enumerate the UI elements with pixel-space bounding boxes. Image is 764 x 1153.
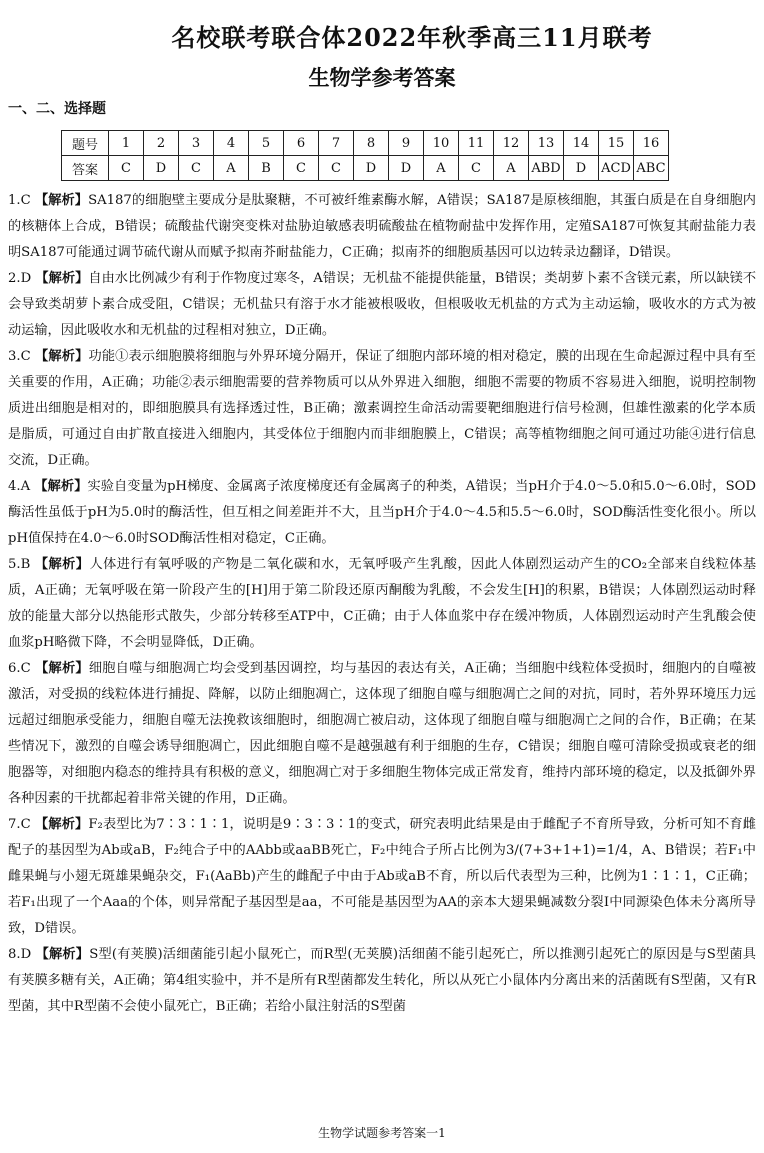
item-number: 7.C <box>8 817 31 832</box>
item-tag: 【解析】 <box>35 661 89 676</box>
answer-cell: D <box>564 156 599 181</box>
item-number: 1.C <box>8 193 31 208</box>
item-tag: 【解析】 <box>35 271 89 286</box>
item-text: 功能①表示细胞膜将细胞与外界环境分隔开，保证了细胞内部环境的相对稳定，膜的出现在生命起源过程中具有至关重要的作用，A正确；功能②表示细胞需要的营养物质可以从外界进入细胞，细胞不需要的物质不容易进入细胞，说明控制物质进出细胞是相对的，即细胞膜具有选择透过性，B正确；激素调控生命活动需要靶细胞进行信号检测，但雄性激素的化学本质是脂质，可通过自由扩散直接进入细胞内，其受体位于细胞内而非细胞膜上，C错误；高等植物细胞之间可通过功能④进行信息交流，D正确。 <box>8 349 756 468</box>
question-number-cell: 6 <box>284 131 319 156</box>
item-number: 8.D <box>8 947 32 962</box>
item-number: 6.C <box>8 661 31 676</box>
question-number-cell: 15 <box>599 131 634 156</box>
answer-cell: B <box>249 156 284 181</box>
item-number: 5.B <box>8 557 31 572</box>
question-number-cell: 10 <box>424 131 459 156</box>
item-text: 细胞自噬与细胞凋亡均会受到基因调控，均与基因的表达有关，A正确；当细胞中线粒体受损时，细胞内的自噬被激活，对受损的线粒体进行捕捉、降解，以防止细胞凋亡，这体现了细胞自噬与细胞凋亡之间的对抗，同时，若外界环境压力远远超过细胞承受能力，细胞自噬无法挽救该细胞时，细胞凋亡被启动，这体现了细胞自噬与细胞凋亡之间的合作，B正确；在某些情况下，激烈的自噬会诱导细胞凋亡，因此细胞自噬不是越强越有利于细胞的生存，C错误；细胞自噬可清除受损或衰老的细胞器等，对细胞内稳态的维持具有积极的意义，细胞凋亡对于多细胞生物体完成正常发育，维持内部环境的稳定，以及抵御外界各种因素的干扰都起着非常关键的作用，D正确。 <box>8 661 756 806</box>
answer-cell: C <box>459 156 494 181</box>
item-text: F₂表型比为7∶3∶1∶1，说明是9∶3∶3∶1的变式，研究表明此结果是由于雌配子不育所导致，分析可知不育雌配子的基因型为Ab或aB，F₂纯合子中的AAbb或aaBB死亡，F₂中纯合子所占比例为3/(7+3+1+1)=1/4，A、B错误；若F₁中雌果蝇与小翅无斑雄果蝇杂交，F₁(AaBb)产生的雌配子中由于Ab或aB不育，所以后代表型为三种，比例为1∶1∶1，C正确；若F₁出现了一个Aaa的个体，则异常配子基因型是aa，不可能是基因型为AA的亲本大翅果蝇减数分裂Ⅰ中同源染色体未分离所导致，D错误。 <box>8 817 756 936</box>
row-label: 题号 <box>62 131 109 156</box>
question-number-cell: 5 <box>249 131 284 156</box>
answer-cell: D <box>354 156 389 181</box>
question-number-cell: 14 <box>564 131 599 156</box>
question-number-cell: 12 <box>494 131 529 156</box>
explanations-list <box>8 188 756 1020</box>
list-item <box>8 942 756 1020</box>
question-number-cell: 11 <box>459 131 494 156</box>
item-tag: 【解析】 <box>35 349 89 364</box>
list-item <box>8 552 756 656</box>
list-item <box>8 812 756 942</box>
question-number-cell: 2 <box>144 131 179 156</box>
question-number-cell: 4 <box>214 131 249 156</box>
answer-cell: A <box>494 156 529 181</box>
item-number: 3.C <box>8 349 31 364</box>
list-item <box>8 474 756 552</box>
answer-cell: ABC <box>634 156 669 181</box>
answer-cell: C <box>284 156 319 181</box>
answer-cell: C <box>109 156 144 181</box>
question-number-cell: 13 <box>529 131 564 156</box>
question-number-cell: 9 <box>389 131 424 156</box>
question-number-cell: 1 <box>109 131 144 156</box>
item-text: S型(有荚膜)活细菌能引起小鼠死亡，而R型(无荚膜)活细菌不能引起死亡，所以推测引起死亡的原因是与S型菌具有荚膜多糖有关，A正确；第4组实验中，并不是所有R型菌都发生转化，所以从死亡小鼠体内分离出来的活菌既有S型菌，又有R型菌，其中R型菌不会使小鼠死亡，B正确；若给小鼠注射活的S型菌 <box>8 947 756 1014</box>
answer-cell: C <box>179 156 214 181</box>
item-text: 实验自变量为pH梯度、金属离子浓度梯度还有金属离子的种类，A错误；当pH介于4.0～5.0和5.0～6.0时，SOD酶活性虽低于pH为5.0时的酶活性，但互相之间差距并不大，且当pH介于4.0～4.5和5.5～6.0时，SOD酶活性变化很小。所以pH值保持在4.0～6.0时SOD酶活性相对稳定，C正确。 <box>8 479 756 546</box>
item-tag: 【解析】 <box>34 557 90 572</box>
page-footer: 生物学试题参考答案一1 <box>318 1126 446 1140</box>
list-item <box>8 344 756 474</box>
item-tag: 【解析】 <box>34 193 89 208</box>
item-tag: 【解析】 <box>35 817 89 832</box>
question-number-cell: 16 <box>634 131 669 156</box>
item-text: 人体进行有氧呼吸的产物是二氧化碳和水，无氧呼吸产生乳酸，因此人体剧烈运动产生的CO₂全部来自线粒体基质，A正确；无氧呼吸在第一阶段产生的[H]用于第二阶段还原丙酮酸为乳酸，不会发生[H]的积累，B错误；人体剧烈运动时释放的能量大部分以热能形式散失，少部分转移至ATP中，C正确；由于人体血浆中存在缓冲物质，人体剧烈运动时产生乳酸会使血浆pH略微下降，不会明显降低，D正确。 <box>8 557 757 650</box>
answer-table-answer-row <box>62 156 669 181</box>
answer-cell: ABD <box>529 156 564 181</box>
answer-table <box>61 130 669 181</box>
answer-table-number-row <box>62 131 669 156</box>
answer-cell: ACD <box>599 156 634 181</box>
answer-cell: A <box>424 156 459 181</box>
answer-cell: A <box>214 156 249 181</box>
item-number: 2.D <box>8 271 32 286</box>
question-number-cell: 3 <box>179 131 214 156</box>
item-tag: 【解析】 <box>34 479 88 494</box>
item-tag: 【解析】 <box>35 947 90 962</box>
answer-cell: D <box>389 156 424 181</box>
question-number-cell: 7 <box>319 131 354 156</box>
list-item <box>8 656 756 812</box>
list-item <box>8 188 756 266</box>
item-number: 4.A <box>8 479 31 494</box>
answer-cell: C <box>319 156 354 181</box>
list-item <box>8 266 756 344</box>
item-text: SA187的细胞壁主要成分是肽聚糖，不可被纤维素酶水解，A错误；SA187是原核细胞，其蛋白质是在自身细胞内的核糖体上合成，B错误；硫酸盐代谢突变株对盐胁迫敏感表明硫酸盐在植物耐盐中发挥作用，定殖SA187可恢复其耐盐能力表明SA187可能通过调节硫代谢从而赋予拟南芥耐盐能力，C正确；拟南芥的细胞质基因可以边转录边翻译，D错误。 <box>8 193 756 260</box>
answer-cell: D <box>144 156 179 181</box>
page-title: 名校联考联合体2022年秋季高三11月联考 <box>171 23 653 52</box>
section-heading: 一、二、选择题 <box>8 101 106 117</box>
item-text: 自由水比例减少有利于作物度过寒冬，A错误；无机盐不能提供能量，B错误；类胡萝卜素不含镁元素，所以缺镁不会导致类胡萝卜素合成受阻，C错误；无机盐只有溶于水才能被根吸收，但根吸收无机盐的方式为主动运输，吸收水的方式为被动运输，因此吸收水和无机盐的过程相对独立，D正确。 <box>8 271 756 338</box>
page-subtitle: 生物学参考答案 <box>308 65 456 90</box>
question-number-cell: 8 <box>354 131 389 156</box>
row-label: 答案 <box>62 156 109 181</box>
